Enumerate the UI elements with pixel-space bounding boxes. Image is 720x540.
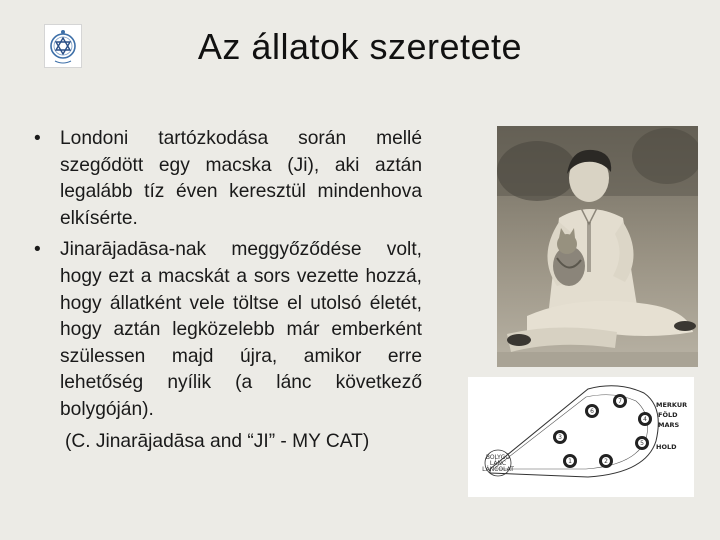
bullet-text: Londoni tartózkodása során mellé szegődött egy macska (Ji), aki aztán legalább tíz éven keresztül mindenhova elkísérte. [60, 128, 422, 229]
bullet-item-2 [34, 237, 422, 423]
bullet-item-1 [34, 126, 422, 232]
globe-number: 7 [618, 398, 622, 405]
globe-number: 4 [643, 416, 647, 423]
slide-body [34, 126, 422, 455]
bullet-text: Jinarājadāsa-nak meggyőződése volt, hogy ezt a macskát a sors vezette hozzá, hogy állatként vele töltse el utolsó életét, hogy aztán legközelebb már emberként szülessen majd újra, amikor erre lehetőség nyílik (a lánc következő bolygóján). [60, 239, 422, 420]
globe-number: 6 [590, 408, 594, 415]
globe-number: 5 [640, 440, 644, 447]
diagram-left-label: LÁNCOLAT [482, 466, 514, 473]
globe-number: 2 [604, 458, 608, 465]
globe-number: 1 [568, 458, 572, 465]
diagram-label-fold: FÖLD [658, 411, 678, 419]
slide-title: Az állatok szeretete [197, 26, 523, 67]
diagram-label-hold: HOLD [656, 443, 677, 451]
citation: (C. Jinarājadāsa and “JI” - MY CAT) [65, 430, 370, 452]
photo-man-with-cat [497, 126, 698, 367]
diagram-label-mars: MARS [658, 421, 680, 429]
diagram-left-label: LÁNC [489, 460, 507, 467]
globe-number: 3 [558, 434, 562, 441]
bullet-marker: • [34, 128, 41, 149]
diagram-label-merkur: MERKUR [656, 401, 688, 409]
bullet-marker: • [34, 239, 41, 261]
planetary-chain-diagram [468, 377, 694, 497]
diagram-left-label: BOLYGÓ [485, 454, 511, 461]
